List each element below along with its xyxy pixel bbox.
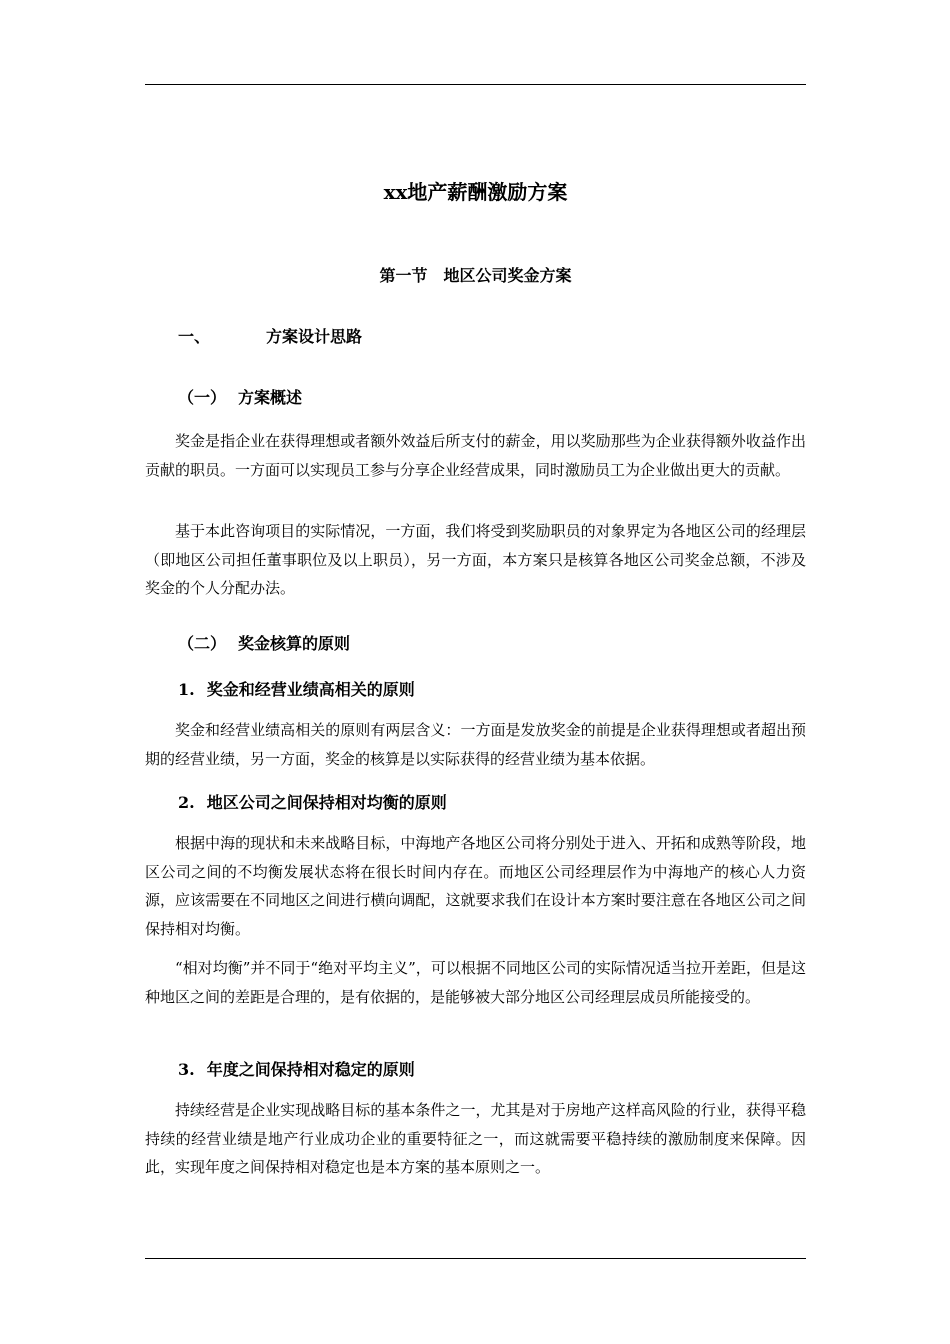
subsection-heading: [145, 385, 806, 408]
principle-heading: [145, 677, 806, 700]
subsection-number: （二）: [178, 634, 227, 653]
paragraph: 基于本此咨询项目的实际情况，一方面，我们将受到奖励职员的对象界定为各地区公司的经理层（即地区公司担任董事职位及以上职员），另一方面，本方案只是核算各地区公司奖金总额，不涉及奖金的个人分配办法。: [145, 522, 806, 597]
paragraph: 奖金和经营业绩高相关的原则有两层含义：一方面是发放奖金的前提是企业获得理想或者超出预期的经营业绩，另一方面，奖金的核算是以实际获得的经营业绩为基本依据。: [145, 721, 806, 768]
principle-number: 1.: [178, 680, 195, 699]
subsection-number: （一）: [178, 388, 227, 407]
subsection-label: 方案概述: [238, 388, 303, 407]
subsection-heading: [145, 631, 806, 654]
paragraph: 根据中海的现状和未来战略目标，中海地产各地区公司将分别处于进入、开拓和成熟等阶段，地区公司之间的不均衡发展状态将在很长时间内存在。而地区公司经理层作为中海地产的核心人力资源，应该需要在不同地区之间进行横向调配，这就要求我们在设计本方案时要注意在各地区公司之间保持相对均衡。: [145, 834, 806, 938]
principle-label: 年度之间保持相对稳定的原则: [206, 1060, 415, 1079]
subsection-label: 奖金核算的原则: [238, 634, 351, 653]
footer-rule: [145, 1258, 806, 1259]
document-title: xx地产薪酬激励方案: [383, 180, 568, 204]
principle-heading: [145, 1057, 806, 1080]
principle-label: 地区公司之间保持相对均衡的原则: [206, 793, 447, 812]
part-number: 一、: [178, 327, 211, 346]
paragraph: “相对均衡”并不同于“绝对平均主义”，可以根据不同地区公司的实际情况适当拉开差距，但是这种地区之间的差距是合理的，是有依据的，是能够被大部分地区公司经理层成员所能接受的。: [145, 959, 806, 1006]
header-rule: [145, 84, 806, 85]
section-title: 第一节 地区公司奖金方案: [379, 266, 572, 285]
principle-label: 奖金和经营业绩高相关的原则: [206, 680, 415, 699]
principle-heading: [145, 790, 806, 813]
principle-number: 2.: [178, 793, 195, 812]
paragraph: 持续经营是企业实现战略目标的基本条件之一，尤其是对于房地产这样高风险的行业，获得平稳持续的经营业绩是地产行业成功企业的重要特征之一，而这就需要平稳持续的激励制度来保障。因此，实现年度之间保持相对稳定也是本方案的基本原则之一。: [145, 1101, 806, 1176]
paragraph: 奖金是指企业在获得理想或者额外效益后所支付的薪金，用以奖励那些为企业获得额外收益作出贡献的职员。一方面可以实现员工参与分享企业经营成果，同时激励员工为企业做出更大的贡献。: [145, 432, 806, 479]
part-heading: [145, 324, 806, 347]
principle-number: 3.: [178, 1060, 195, 1079]
part-label: 方案设计思路: [266, 327, 363, 346]
